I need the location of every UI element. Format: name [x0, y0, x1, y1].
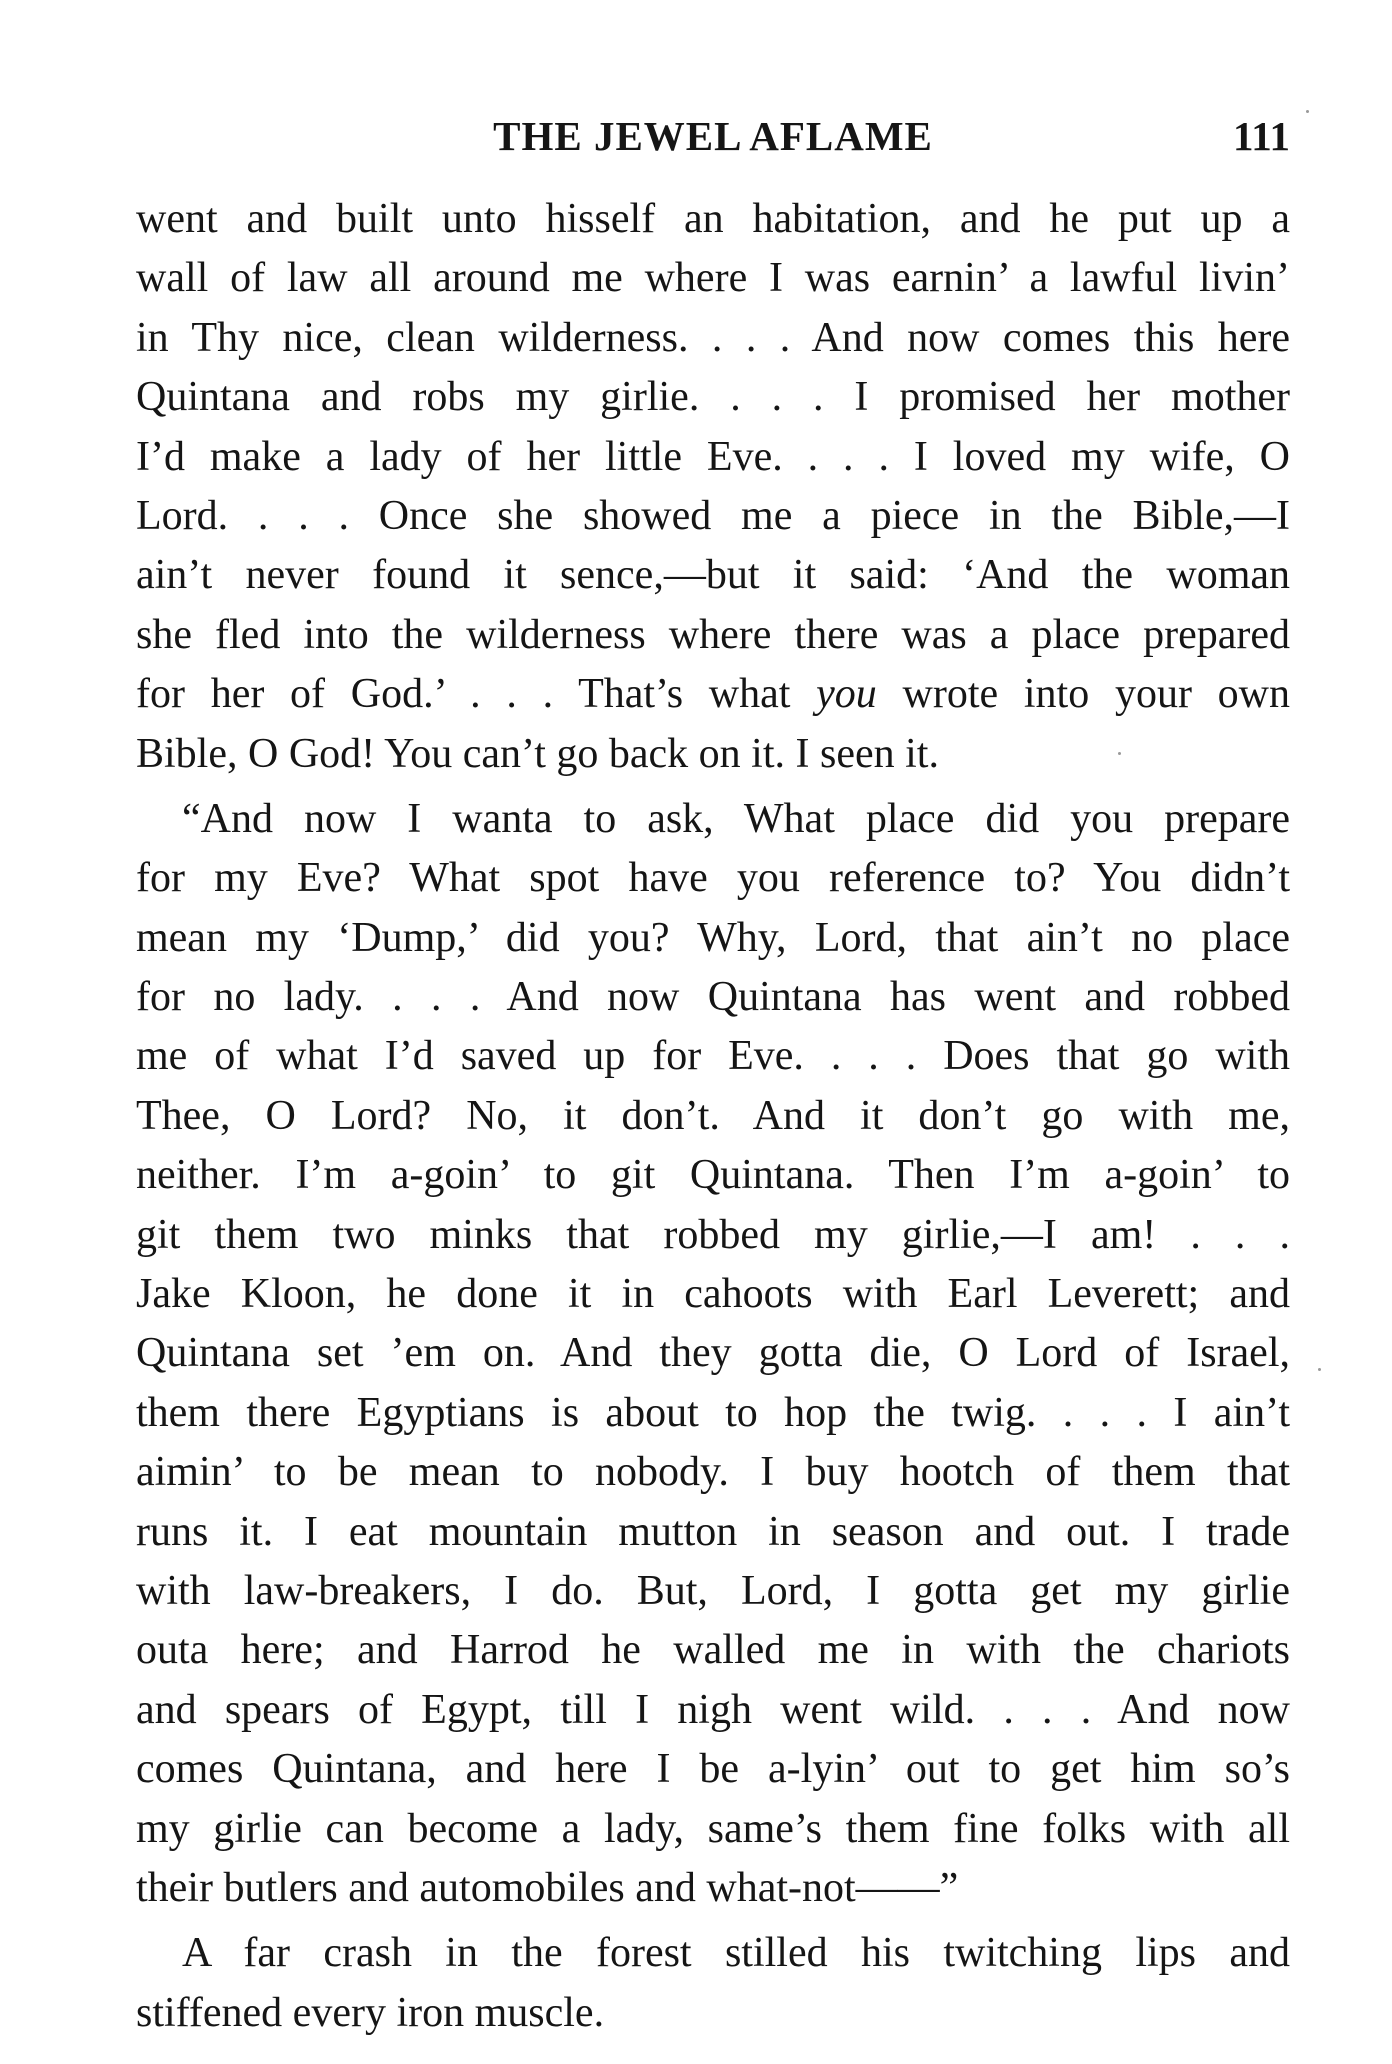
italic-word: you: [816, 671, 877, 718]
text-segment: wrote into your own: [876, 671, 1290, 718]
text-line: with law-breakers, I do. But, Lord, I gotta get my girlie: [136, 1567, 1290, 1614]
text-line: Jake Kloon, he done it in cahoots with Earl Leverett; and: [136, 1271, 1290, 1318]
text-line: for no lady. . . . And now Quintana has went and robbed: [136, 974, 1290, 1021]
text-line: in Thy nice, clean wilderness. . . . And now comes this here: [136, 314, 1290, 361]
text-line: my girlie can become a lady, same’s them fine folks with all: [136, 1805, 1290, 1852]
text-line: for my Eve? What spot have you reference to? You didn’t: [136, 855, 1290, 902]
text-line: Thee, O Lord? No, it don’t. And it don’t go with me,: [136, 1092, 1290, 1139]
text-line: me of what I’d saved up for Eve. . . . Does that go with: [136, 1033, 1290, 1080]
text-line: Bible, O God! You can’t go back on it. I seen it.: [136, 730, 939, 777]
page-number: 111: [1233, 113, 1290, 159]
running-title: THE JEWEL AFLAME: [493, 113, 933, 159]
text-line: Lord. . . . Once she showed me a piece in the Bible,—I: [136, 492, 1290, 539]
text-line: mean my ‘Dump,’ did you? Why, Lord, that ain’t no place: [136, 914, 1290, 961]
text-line: them there Egyptians is about to hop the twig. . . . I ain’t: [136, 1389, 1290, 1436]
text-line: Quintana and robs my girlie. . . . I promised her mother: [136, 374, 1290, 421]
paragraph-3: [136, 1924, 1290, 2043]
scan-speck: [1306, 110, 1309, 113]
text-line: A far crash in the forest stilled his twitching lips and: [182, 1930, 1290, 1977]
text-line: their butlers and automobiles and what-not——”: [136, 1864, 959, 1911]
body-text: [136, 190, 1290, 2043]
running-head: [136, 108, 1290, 164]
text-line: outa here; and Harrod he walled me in with the chariots: [136, 1627, 1290, 1674]
text-line: Quintana set ’em on. And they gotta die, O Lord of Israel,: [136, 1330, 1290, 1377]
text-line: “And now I wanta to ask, What place did you prepare: [182, 795, 1290, 842]
scan-speck: [1318, 1368, 1321, 1371]
text-line: I’d make a lady of her little Eve. . . . I loved my wife, O: [136, 433, 1290, 480]
text-line: and spears of Egypt, till I nigh went wild. . . . And now: [136, 1686, 1290, 1733]
text-line: neither. I’m a-goin’ to git Quintana. Then I’m a-goin’ to: [136, 1152, 1290, 1199]
text-line: stiffened every iron muscle.: [136, 1989, 605, 2036]
text-line: comes Quintana, and here I be a-lyin’ out to get him so’s: [136, 1746, 1290, 1793]
paragraph-1: [136, 190, 1290, 784]
text-line: she fled into the wilderness where there was a place prepared: [136, 611, 1290, 658]
text-line: git them two minks that robbed my girlie,—I am! . . .: [136, 1211, 1290, 1258]
text-line: went and built unto hisself an habitation, and he put up a: [136, 196, 1290, 242]
paragraph-2: [136, 790, 1290, 1918]
text-line: ain’t never found it sence,—but it said: ‘And the woman: [136, 552, 1290, 599]
text-line: [136, 665, 1290, 724]
text-segment: for her of God.’ . . . That’s what: [136, 671, 817, 718]
scan-speck: [1118, 752, 1121, 755]
text-line: wall of law all around me where I was earnin’ a lawful livin’: [136, 255, 1290, 302]
text-line: aimin’ to be mean to nobody. I buy hootch of them that: [136, 1449, 1290, 1496]
text-line: runs it. I eat mountain mutton in season and out. I trade: [136, 1508, 1290, 1555]
